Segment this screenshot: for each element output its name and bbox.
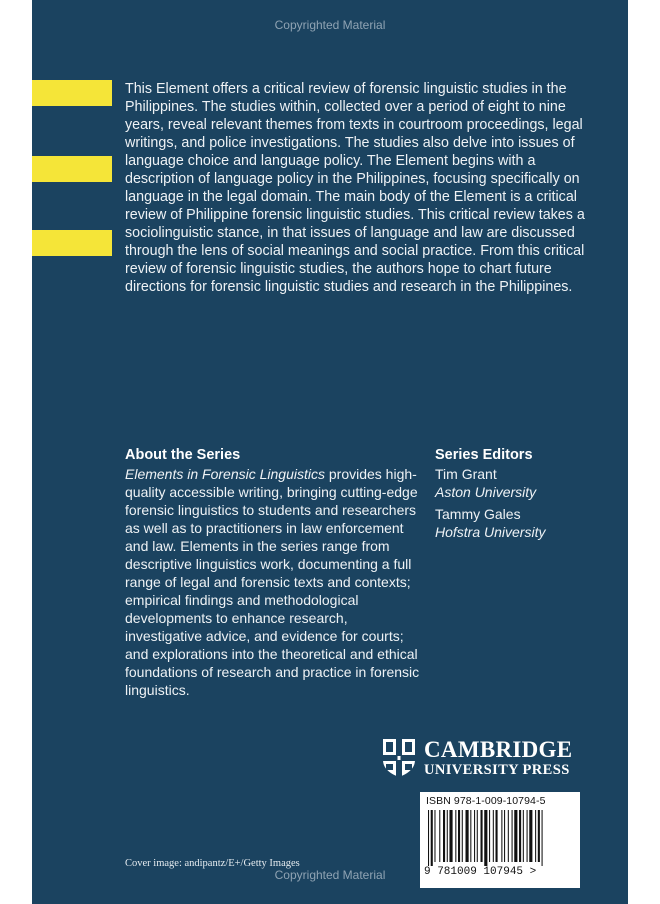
cover-image-credit: Cover image: andipantz/E+/Getty Images xyxy=(125,858,300,869)
barcode-bars xyxy=(424,810,576,866)
editor-affiliation: Hofstra University xyxy=(435,524,546,540)
shield-icon xyxy=(382,738,416,778)
publisher-subname: UNIVERSITY PRESS xyxy=(424,762,570,778)
publisher-name: CAMBRIDGE xyxy=(424,737,573,762)
about-series-text xyxy=(125,465,425,699)
cambridge-logo xyxy=(382,738,582,782)
blurb-text: This Element offers a critical review of forensic linguistic studies in the Philippines. The studies within, collected over a period of eight to nine years, reveal relevant themes from texts in courtroom proceedings, legal writings, and police investigations. The studies also delve into issues of language choice and language policy. The Element begins with a description of language policy in the Philippines, focusing specifically on language in the legal domain. The main body of the Element is a critical review of Philippine forensic linguistic studies. This critical review takes a sociolinguistic stance, in that issues of language and law are discussed through the lens of social meanings and social practice. From this critical review of forensic linguistic studies, the authors hope to chart future directions for forensic linguistic studies and research in the Philippines. xyxy=(125,81,585,295)
accent-bar xyxy=(32,156,112,182)
isbn-label: ISBN 978-1-009-10794-5 xyxy=(426,795,546,807)
about-series-body: provides high-quality accessible writing, bringing cutting-edge forensic linguistics to students and researchers as well as to practitioners in law enforcement and law. Elements in the series range from descriptive linguistics work, documenting a full range of legal and forensic texts and contexts; empirical findings and methodological developments to enhance research, investigative advice, and evidence for courts; and explorations into the theoretical and ethical foundations of research and practice in forensic linguistics. xyxy=(125,466,420,698)
accent-bar xyxy=(32,80,112,106)
about-series-heading: About the Series xyxy=(125,447,241,463)
series-title: Elements in Forensic Linguistics xyxy=(125,466,325,482)
about-series xyxy=(125,446,425,699)
editor-name: Tammy Gales xyxy=(435,506,521,522)
barcode-digits: 9 781009 107945 > xyxy=(424,866,537,878)
watermark-bottom: Copyrighted Material xyxy=(274,868,386,882)
editor-affiliation: Aston University xyxy=(435,484,537,500)
accent-bar xyxy=(32,230,112,256)
book-back-cover xyxy=(32,0,628,904)
series-editors-heading: Series Editors xyxy=(435,447,533,463)
watermark-top: Copyrighted Material xyxy=(274,18,386,32)
series-editors xyxy=(435,446,615,541)
editor-name: Tim Grant xyxy=(435,466,497,482)
